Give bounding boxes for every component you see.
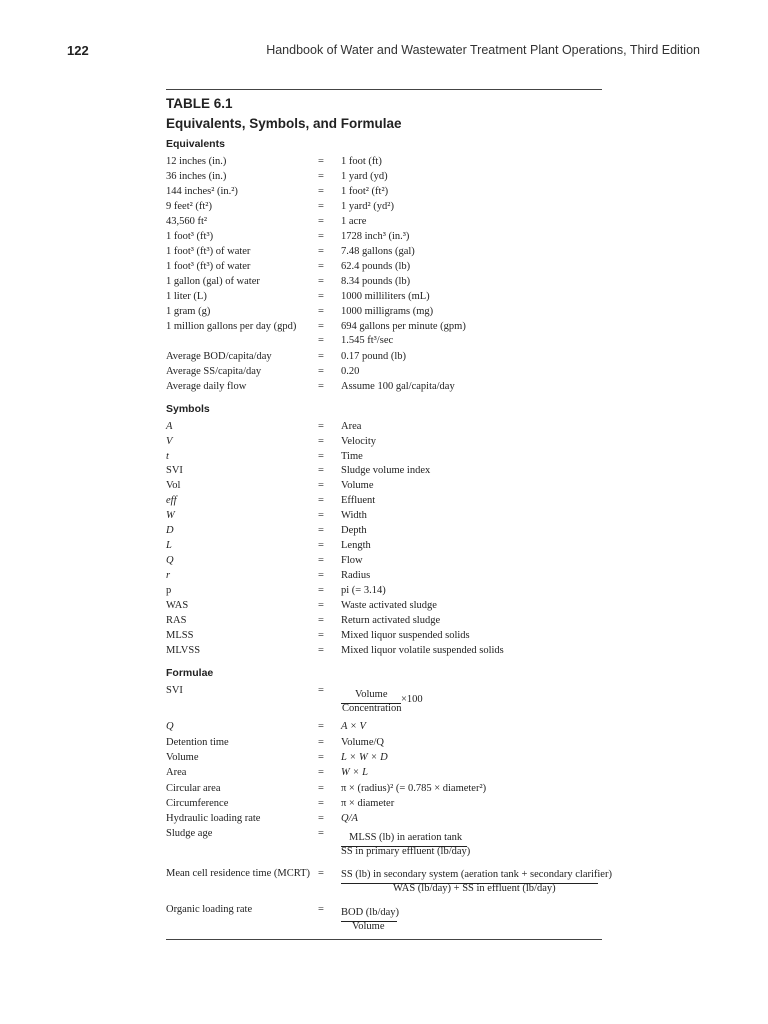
fraction-numerator: Volume <box>355 689 388 700</box>
page-number: 122 <box>67 43 89 58</box>
row-right-term: 1000 milliliters (mL) <box>341 291 430 302</box>
equals-sign: = <box>318 480 324 491</box>
equals-sign: = <box>318 246 324 257</box>
row-right-term: 1 foot² (ft²) <box>341 186 389 197</box>
row-left-term: WAS <box>166 600 189 611</box>
row-right-term: Time <box>341 451 363 462</box>
table-row <box>166 797 606 811</box>
row-left-term: 1 foot³ (ft³) of water <box>166 246 251 257</box>
row-left-term: V <box>166 436 173 447</box>
equals-sign: = <box>318 525 324 536</box>
fraction-denominator: WAS (lb/day) + SS in effluent (lb/day) <box>393 883 556 894</box>
row-right-term: Radius <box>341 570 371 581</box>
section-heading-equivalents: Equivalents <box>166 138 225 150</box>
equals-sign: = <box>318 436 324 447</box>
table-bottom-rule <box>166 939 602 940</box>
table-row <box>166 155 606 169</box>
fraction-denominator: SS in primary effluent (lb/day) <box>341 846 471 857</box>
row-left-term: 9 feet² (ft²) <box>166 201 212 212</box>
row-right-term: Width <box>341 510 367 521</box>
equals-sign: = <box>318 201 324 212</box>
row-right-term: 1728 inch³ (in.³) <box>341 231 410 242</box>
row-left-term: 1 million gallons per day (gpd) <box>166 321 297 332</box>
row-right-term: 1 yard (yd) <box>341 171 388 182</box>
row-right-term: Q/A <box>341 813 358 824</box>
equals-sign: = <box>318 721 324 732</box>
row-left-term: 12 inches (in.) <box>166 156 227 167</box>
row-left-term: Q <box>166 721 174 732</box>
row-right-term: 8.34 pounds (lb) <box>341 276 411 287</box>
equals-sign: = <box>318 291 324 302</box>
row-left-term: L <box>166 540 172 551</box>
row-left-term: Detention time <box>166 737 229 748</box>
table-row <box>166 435 606 449</box>
table-row <box>166 720 606 734</box>
equals-sign: = <box>318 351 324 362</box>
table-number: TABLE 6.1 <box>166 96 233 111</box>
row-left-term: Q <box>166 555 174 566</box>
equals-sign: = <box>318 685 324 696</box>
row-left-term: W <box>166 510 175 521</box>
equals-sign: = <box>318 868 324 879</box>
table-row <box>166 320 606 334</box>
formula-name: Sludge age <box>166 828 213 839</box>
table-row <box>166 812 606 826</box>
table-row <box>166 766 606 780</box>
table-row <box>166 200 606 214</box>
table-row <box>166 629 606 643</box>
row-left-term: RAS <box>166 615 187 626</box>
table-row <box>166 751 606 765</box>
equals-sign: = <box>318 421 324 432</box>
table-row <box>166 334 606 348</box>
equals-sign: = <box>318 216 324 227</box>
row-right-term: π × (radius)² (= 0.785 × diameter²) <box>341 783 487 794</box>
row-right-term: Volume/Q <box>341 737 384 748</box>
row-right-term: Flow <box>341 555 363 566</box>
row-right-term: 0.20 <box>341 366 360 377</box>
row-left-term: Circular area <box>166 783 221 794</box>
row-right-term: pi (= 3.14) <box>341 585 386 596</box>
row-left-term: 43,560 ft² <box>166 216 208 227</box>
table-row <box>166 260 606 274</box>
row-right-term: Length <box>341 540 371 551</box>
equals-sign: = <box>318 555 324 566</box>
table-row <box>166 524 606 538</box>
row-left-term: Volume <box>166 752 199 763</box>
fraction-numerator: BOD (lb/day) <box>341 907 400 918</box>
table-row <box>166 554 606 568</box>
equals-sign: = <box>318 381 324 392</box>
row-right-term: 1.545 ft³/sec <box>341 335 394 346</box>
row-right-term: Volume <box>341 480 374 491</box>
row-left-term: Circumference <box>166 798 229 809</box>
row-right-term: 1 foot (ft) <box>341 156 382 167</box>
row-right-term: 0.17 pound (lb) <box>341 351 407 362</box>
row-right-term: 7.48 gallons (gal) <box>341 246 415 257</box>
table-row <box>166 782 606 796</box>
equals-sign: = <box>318 321 324 332</box>
row-right-term: Mixed liquor volatile suspended solids <box>341 645 504 656</box>
row-left-term: 1 gram (g) <box>166 306 211 317</box>
table-row <box>166 380 606 394</box>
fraction-numerator: SS (lb) in secondary system (aeration tank + secondary clarifier) <box>341 869 612 880</box>
equals-sign: = <box>318 465 324 476</box>
table-row <box>166 185 606 199</box>
table-row <box>166 215 606 229</box>
table-top-rule <box>166 89 602 90</box>
multiplier: ×100 <box>401 694 423 705</box>
equals-sign: = <box>318 828 324 839</box>
row-right-term: 694 gallons per minute (gpm) <box>341 321 466 332</box>
row-right-term: Area <box>341 421 362 432</box>
equals-sign: = <box>318 186 324 197</box>
row-left-term: Average daily flow <box>166 381 247 392</box>
row-left-term: SVI <box>166 465 183 476</box>
section-heading-formulae: Formulae <box>166 667 214 679</box>
row-right-term: Assume 100 gal/capita/day <box>341 381 455 392</box>
equals-sign: = <box>318 276 324 287</box>
row-left-term: r <box>166 570 171 581</box>
row-left-term: Hydraulic loading rate <box>166 813 261 824</box>
table-row <box>166 614 606 628</box>
table-row <box>166 170 606 184</box>
table-row <box>166 479 606 493</box>
row-left-term: Average SS/capita/day <box>166 366 262 377</box>
equals-sign: = <box>318 783 324 794</box>
equals-sign: = <box>318 737 324 748</box>
row-left-term: 1 foot³ (ft³) <box>166 231 214 242</box>
equals-sign: = <box>318 156 324 167</box>
row-left-term: 36 inches (in.) <box>166 171 227 182</box>
row-right-term: Return activated sludge <box>341 615 441 626</box>
row-left-term: MLVSS <box>166 645 201 656</box>
equals-sign: = <box>318 570 324 581</box>
table-row <box>166 599 606 613</box>
table-row <box>166 584 606 598</box>
row-left-term: t <box>166 451 169 462</box>
equals-sign: = <box>318 585 324 596</box>
equals-sign: = <box>318 451 324 462</box>
section-heading-symbols: Symbols <box>166 403 210 415</box>
table-row <box>166 290 606 304</box>
row-right-term: A × V <box>341 721 366 732</box>
row-right-term: L × W × D <box>341 752 388 763</box>
equals-sign: = <box>318 335 324 346</box>
equals-sign: = <box>318 813 324 824</box>
equals-sign: = <box>318 495 324 506</box>
equals-sign: = <box>318 540 324 551</box>
row-right-term: Velocity <box>341 436 376 447</box>
formula-name: Mean cell residence time (MCRT) <box>166 868 310 879</box>
equals-sign: = <box>318 615 324 626</box>
table-row <box>166 450 606 464</box>
row-left-term: A <box>166 421 173 432</box>
row-right-term: Effluent <box>341 495 376 506</box>
row-right-term: W × L <box>341 767 368 778</box>
equals-sign: = <box>318 306 324 317</box>
row-left-term: Average BOD/capita/day <box>166 351 272 362</box>
table-row <box>166 539 606 553</box>
equals-sign: = <box>318 231 324 242</box>
table-title: Equivalents, Symbols, and Formulae <box>166 116 402 131</box>
row-right-term: 1 acre <box>341 216 367 227</box>
row-right-term: Waste activated sludge <box>341 600 437 611</box>
table-row <box>166 736 606 750</box>
table-row <box>166 509 606 523</box>
table-row <box>166 365 606 379</box>
row-left-term: Vol <box>166 480 181 491</box>
table-row <box>166 275 606 289</box>
row-left-term: Area <box>166 767 187 778</box>
equals-sign: = <box>318 767 324 778</box>
row-right-term: π × diameter <box>341 798 395 809</box>
table-row <box>166 644 606 658</box>
equals-sign: = <box>318 645 324 656</box>
formula-name: SVI <box>166 685 183 696</box>
equals-sign: = <box>318 904 324 915</box>
row-right-term: 1000 milligrams (mg) <box>341 306 434 317</box>
table-row <box>166 305 606 319</box>
table-row <box>166 230 606 244</box>
row-left-term: 144 inches² (in.²) <box>166 186 238 197</box>
row-left-term: D <box>166 525 174 536</box>
table-row <box>166 245 606 259</box>
table-row <box>166 494 606 508</box>
running-title: Handbook of Water and Wastewater Treatment Plant Operations, Third Edition <box>266 43 700 57</box>
row-right-term: 62.4 pounds (lb) <box>341 261 411 272</box>
fraction-denominator: Concentration <box>342 703 402 714</box>
row-right-term: 1 yard² (yd²) <box>341 201 394 212</box>
row-left-term: eff <box>166 495 177 506</box>
formula-name: Organic loading rate <box>166 904 253 915</box>
equals-sign: = <box>318 366 324 377</box>
row-right-term: Depth <box>341 525 367 536</box>
equals-sign: = <box>318 261 324 272</box>
equals-sign: = <box>318 600 324 611</box>
fraction-denominator: Volume <box>352 921 385 932</box>
table-row <box>166 420 606 434</box>
table-row <box>166 464 606 478</box>
equals-sign: = <box>318 510 324 521</box>
fraction-numerator: MLSS (lb) in aeration tank <box>349 832 463 843</box>
table-row <box>166 350 606 364</box>
equals-sign: = <box>318 798 324 809</box>
row-right-term: Mixed liquor suspended solids <box>341 630 470 641</box>
equals-sign: = <box>318 171 324 182</box>
row-right-term: Sludge volume index <box>341 465 431 476</box>
row-left-term: 1 gallon (gal) of water <box>166 276 260 287</box>
table-row <box>166 569 606 583</box>
row-left-term: 1 liter (L) <box>166 291 207 302</box>
equals-sign: = <box>318 752 324 763</box>
row-left-term: p <box>166 585 172 596</box>
row-left-term: 1 foot³ (ft³) of water <box>166 261 251 272</box>
row-left-term: MLSS <box>166 630 194 641</box>
equals-sign: = <box>318 630 324 641</box>
